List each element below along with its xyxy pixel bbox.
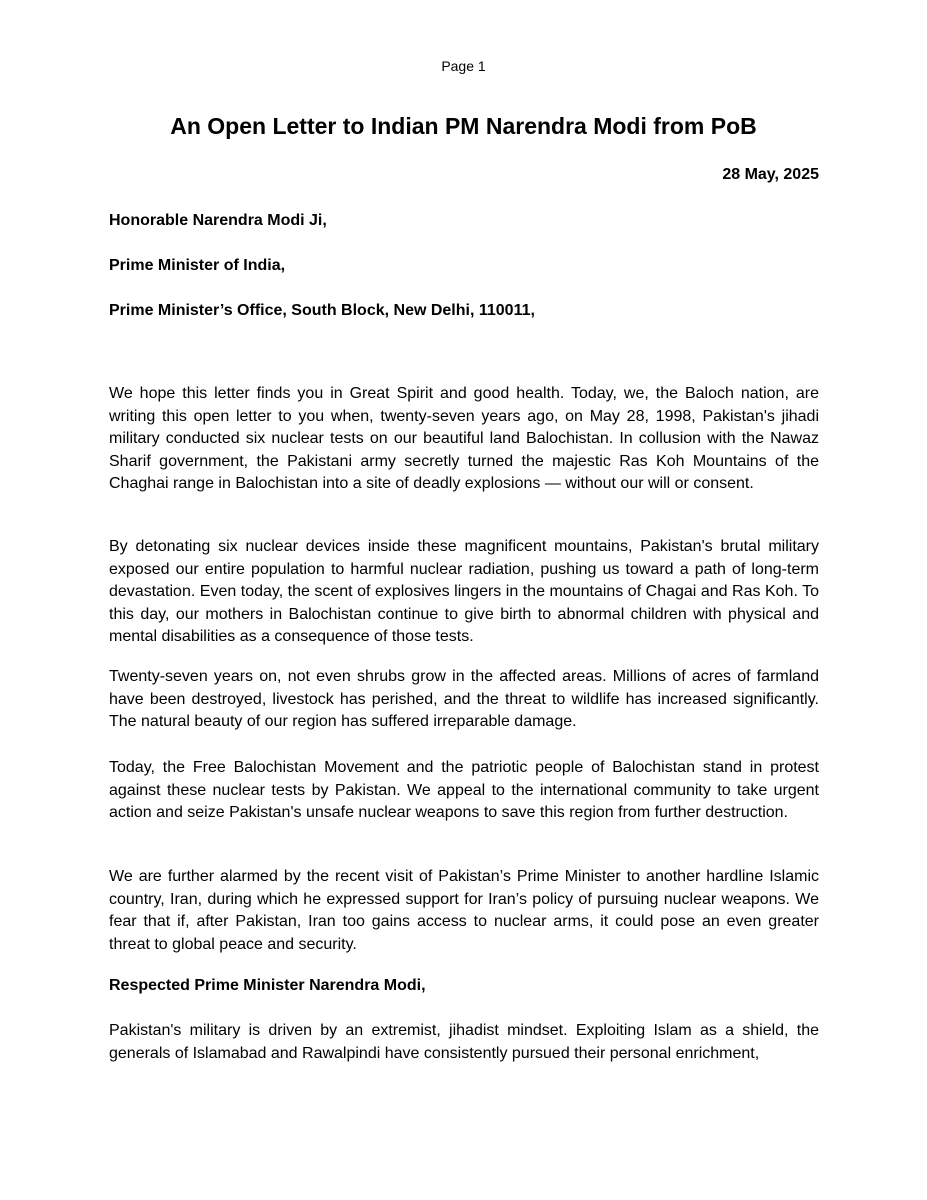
paragraph-3: Twenty-seven years on, not even shrubs grow in the affected areas. Millions of acres of farmland have been destroyed, livestock has perished, and the threat to wildlife has increased significantly. The natural beauty of our region has suffered irreparable damage. <box>109 668 819 730</box>
salutation: Respected Prime Minister Narendra Modi, <box>109 977 426 994</box>
letter-title: An Open Letter to Indian PM Narendra Modi from PoB <box>170 113 757 139</box>
paragraph-5: We are further alarmed by the recent visit of Pakistan’s Prime Minister to another hardline Islamic country, Iran, during which he expressed support for Iran’s policy of pursuing nuclear weapons. We fear that if, after Pakistan, Iran too gains access to nuclear arms, it could pose an even greater threat to global peace and security. <box>109 868 819 953</box>
paragraph-4: Today, the Free Balochistan Movement and the patriotic people of Balochistan stand in protest against these nuclear tests by Pakistan. We appeal to the international community to take urgent action and seize Pakistan's unsafe nuclear weapons to save this region from further destruction. <box>109 759 819 821</box>
recipient-title: Prime Minister of India, <box>109 257 286 274</box>
paragraph-2: By detonating six nuclear devices inside these magnificent mountains, Pakistan's brutal military exposed our entire population to harmful nuclear radiation, pushing us toward a path of long-term devastation. Even today, the scent of explosives lingers in the mountains of Chagai and Ras Koh. To this day, our mothers in Balochistan continue to give birth to abnormal children with physical and mental disabilities as a consequence of those tests. <box>109 538 819 645</box>
closing-paragraph: Pakistan's military is driven by an extremist, jihadist mindset. Exploiting Islam as a shield, the generals of Islamabad and Rawalpindi have consistently pursued their personal enrichment, <box>109 1022 819 1062</box>
page-number: Page 1 <box>441 58 486 74</box>
recipient-name: Honorable Narendra Modi Ji, <box>109 212 327 229</box>
paragraph-1: We hope this letter finds you in Great Spirit and good health. Today, we, the Baloch nation, are writing this open letter to you when, twenty-seven years ago, on May 28, 1998, Pakistan's jihadi military conducted six nuclear tests on our beautiful land Balochistan. In collusion with the Nawaz Sharif government, the Pakistani army secretly turned the majestic Ras Koh Mountains of the Chaghai range in Balochistan into a site of deadly explosions — without our will or consent. <box>109 385 819 492</box>
recipient-address: Prime Minister’s Office, South Block, New Delhi, 110011, <box>109 302 535 319</box>
letter-date: 28 May, 2025 <box>722 166 819 183</box>
